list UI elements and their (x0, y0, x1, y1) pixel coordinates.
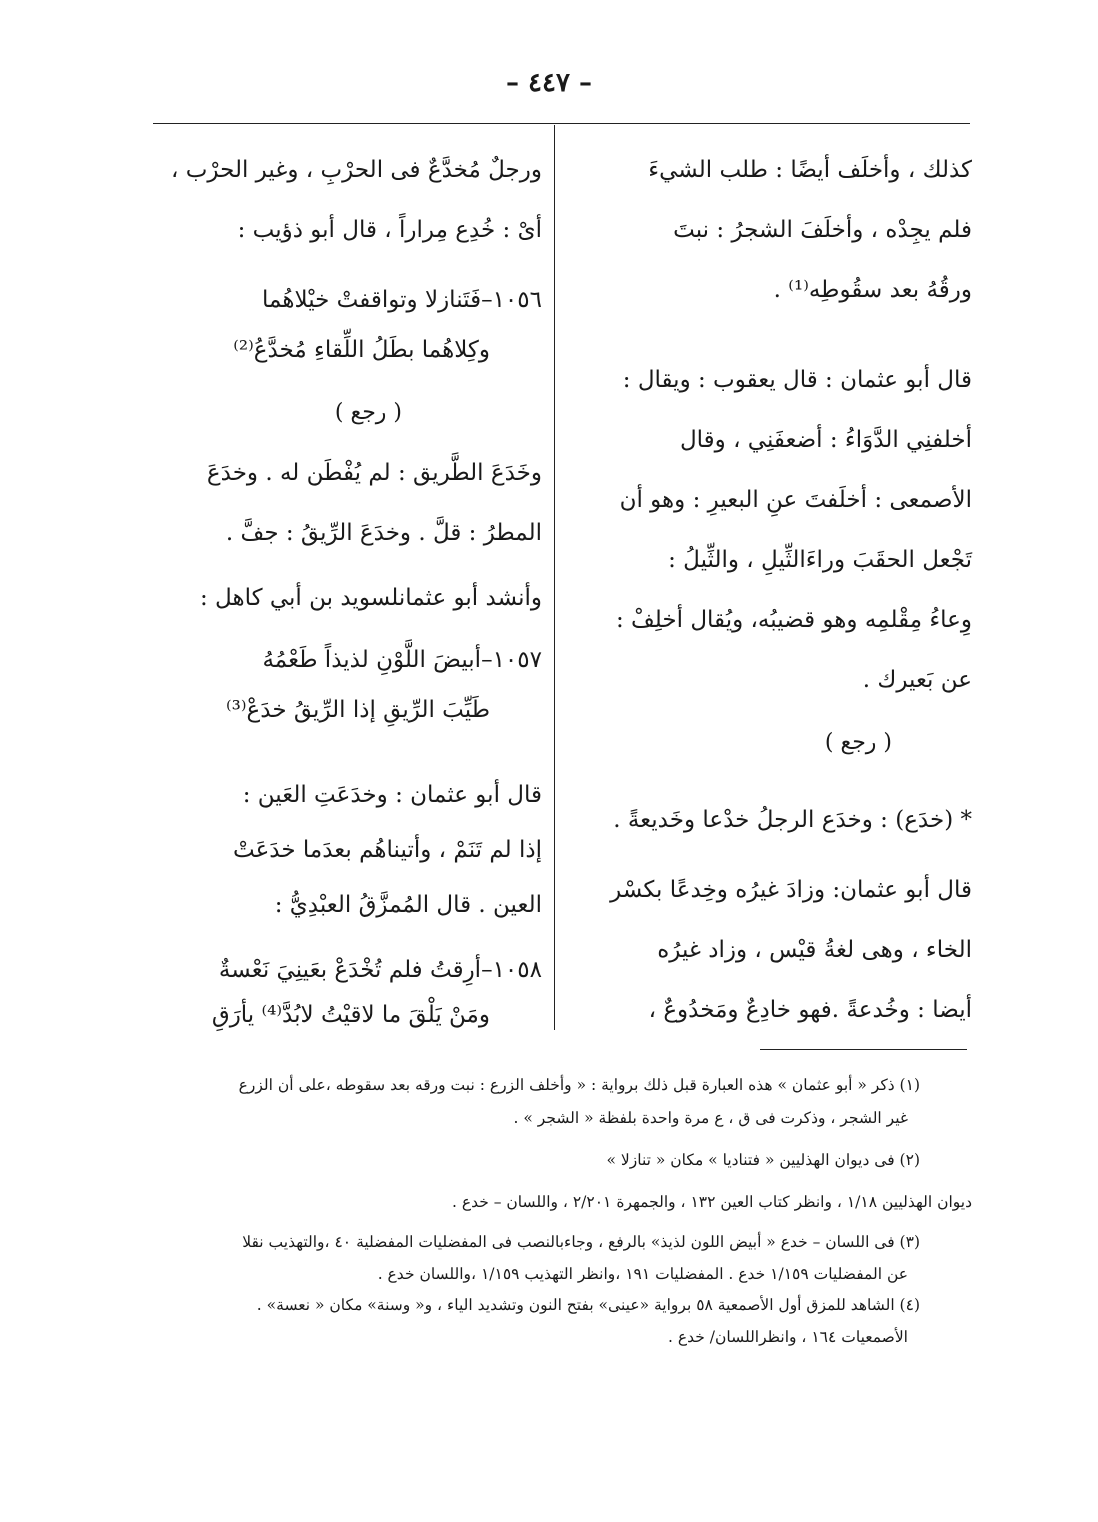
text-line: قال أبو عثمان : قال يعقوب : ويقال : (622, 367, 972, 393)
text-line: فلم يجِدْه ، وأخلَفَ الشجرُ : نبتَ (673, 217, 972, 243)
text-line: أيضا : وخُدعةً .فهو خادِعٌ ومَخدُوعٌ ، (648, 997, 972, 1023)
verse-line: ١٠٥٧–أبيضَ اللَّوْنِ لذيذاً طَعْمُهُ (262, 647, 542, 673)
header-rule (153, 123, 970, 124)
text-line: وخَدَعَ الطَّريق : لم يُفْطَن له . وخدَعَ (206, 460, 542, 486)
text-line: المطرُ : قلَّ . وخدَعَ الرِّيقُ : جفَّ . (225, 520, 542, 546)
section-heading: ( رجع ) (824, 730, 892, 755)
footnote-line: غير الشجر ، وذكرت فى ق ، ع مرة واحدة بلفظة « الشجر » . (513, 1109, 908, 1127)
verse-line: ١٠٥٨–أرِقتُ فلم تُخْدَعْ بعَينِيَ نَعْسةٌ (218, 957, 542, 983)
footnote-line: (١) ذكر « أبو عثمان » هذه العبارة قبل ذلك برواية : « وأخلف الزرع : نبت ورقه بعد سقوطه ،على أن الزرع (238, 1076, 920, 1094)
footnote-line: (٣) فى اللسان – خدع « أبيض اللون لذيذ» بالرفع ، وجاءبالنصب فى المفضليات المفضلية ٤٠ ،والتهذيب نقلا (242, 1233, 920, 1251)
page-number: – ٤٤٧ – (505, 68, 593, 98)
text-line: كذلك ، وأخلَف أيضًا : طلب الشيءَ (648, 157, 972, 183)
verse-line: طَيِّبَ الرِّيقِ إذا الرِّيقُ خدَعْ⁽³⁾ (226, 697, 490, 723)
text-line: ورجلٌ مُخدَّعٌ فى الحرْبِ ، وغير الحرْب ، (171, 157, 542, 183)
text-line: وأنشد أبو عثمانلسويد بن أبي كاهل : (199, 585, 542, 611)
verse-line: وكِلاهُما بطَلُ اللِّقاءِ مُخدَّعُ⁽²⁾ (233, 337, 490, 363)
text-line: أىْ : خُدِع مِراراً ، قال أبو ذؤيب : (237, 217, 542, 243)
footnote-line: ديوان الهذليين ١/١٨ ، وانظر كتاب العين ١٣٢ ، والجمهرة ٢/٢٠١ ، واللسان – خدع . (452, 1193, 972, 1211)
verse-line: ومَنْ يَلْقَ ما لاقيْتُ لابُدَّ⁽⁴⁾ يأرَقِ (211, 1002, 490, 1028)
footnote-line: (٢) فى ديوان الهذليين « فتناديا » مكان « تنازلا » (606, 1151, 920, 1169)
text-line: الخاء ، وهى لغةُ قيْس ، وزاد غيرُه (657, 937, 972, 963)
text-line: أخلفنِي الدَّوَاءُ : أضعفَنِي ، وقال (679, 427, 972, 453)
verse-line: ١٠٥٦–فَتَنازلا وتواقفتْ خيْلاهُما (262, 287, 542, 313)
footnote-rule (760, 1049, 967, 1050)
section-heading: ( رجع ) (334, 400, 402, 425)
text-line: وِعاءُ مِقْلمِه وهو قضيبُه، ويُقال أخلِفْ : (615, 607, 972, 633)
text-line: عن بَعيرك . (862, 667, 972, 693)
entry-headword-line: * (خدَع) : وخدَع الرجلُ خدْعا وخَديعةً . (613, 807, 972, 833)
footnote-line: (٤) الشاهد للمزق أول الأصمعية ٥٨ برواية «عينى» بفتح النون وتشديد الياء ، و« وسنة» مكان « نعسة» . (256, 1296, 920, 1314)
text-line: الأصمعى : أخلَفتَ عنِ البعيرِ : وهو أن (619, 487, 972, 513)
text-line: قال أبو عثمان: وزادَ غيرُه وخِدعًا بكسْر (610, 877, 972, 903)
footnote-line: عن المفضليات ١/١٥٩ خدع . المفضليات ١٩١ ،وانظر التهذيب ١/١٥٩ ،واللسان خدع . (377, 1265, 908, 1283)
text-line: إذا لم تَنَمْ ، وأتيناهُم بعدَما خدَعَتْ (233, 837, 542, 863)
text-line: العين . قال المُمزَّقُ العبْدِيُّ : (274, 892, 542, 918)
footnote-line: الأصمعيات ١٦٤ ، وانظراللسان/ خدع . (668, 1328, 908, 1346)
text-line: ورقُهُ بعد سقُوطِه⁽¹⁾ . (773, 277, 972, 303)
text-line: قال أبو عثمان : وخدَعَتِ العَين : (242, 782, 542, 808)
column-divider (554, 125, 555, 1030)
text-line: تَجْعل الحقَبَ وراءَالثِّيلِ ، والثِّيلُ : (668, 547, 972, 573)
